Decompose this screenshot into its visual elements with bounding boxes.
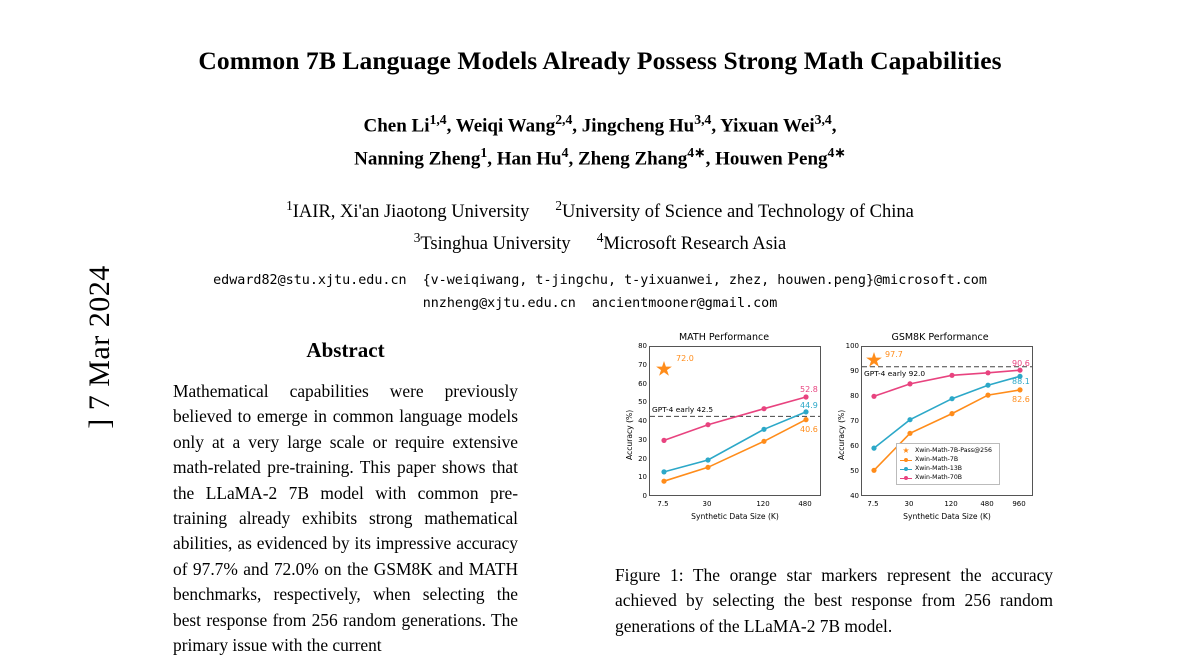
chart-math-star-label: 72.0 (676, 354, 694, 363)
chart-math-svg (650, 347, 820, 495)
chart-gsm8k-ytick-70: 70 (850, 417, 859, 425)
chart-math-endlabel-7b: 40.6 (800, 425, 818, 434)
legend-label-70b: Xwin-Math-70B (915, 474, 963, 481)
figure-1 (615, 330, 1047, 545)
chart-math-ytick-50: 50 (638, 398, 647, 407)
chart-math-ytick-20: 20 (638, 454, 647, 463)
legend-label-7b: Xwin-Math-7B (915, 456, 959, 463)
chart-math-xtick-7.5: 7.5 (657, 500, 669, 508)
legend-item-pass256 (900, 446, 996, 455)
chart-math-ytick-10: 10 (638, 473, 647, 482)
two-column-body (95, 330, 1105, 656)
author-list (95, 106, 1105, 173)
chart-gsm8k-ytick-80: 80 (850, 392, 859, 400)
chart-math-performance (615, 330, 833, 545)
chart-gsm8k-xaxis-label: Synthetic Data Size (K) (903, 512, 991, 521)
chart-gsm8k-ytick-50: 50 (850, 467, 859, 475)
line-marker-icon-orange (900, 455, 912, 464)
chart-gsm8k-xtick-7.5: 7.5 (867, 500, 879, 508)
contact-emails (95, 269, 1105, 315)
chart-gsm8k-performance (833, 330, 1047, 545)
chart-math-endlabel-70b: 52.8 (800, 385, 818, 394)
email-ancientmooner: ancientmooner@gmail.com (591, 295, 778, 311)
legend-item-70b (900, 473, 996, 482)
chart-math-xtick-120: 120 (756, 500, 770, 508)
arxiv-vertical-stamp: ] 7 Mar 2024 (83, 265, 116, 429)
chart-gsm8k-gpt4-label: GPT-4 early 92.0 (864, 369, 926, 378)
chart-gsm8k-star-label: 97.7 (885, 350, 903, 359)
paper-page (95, 0, 1105, 656)
abstract-text: Mathematical capabilities were previously believed to emerge in common language models only at a very large scale or require extensive math-related pre-training. This paper shows that the LLaMA-2 7B model with common pre-training already exhibits strong mathematical abilities, as evidenced by its impressive accuracy of 97.7% and 72.0% on the GSM8K and MATH benchmarks, respectively, when selecting the best response from 256 random generations. The primary issue with the current (173, 381, 518, 656)
chart-gsm8k-xtick-120: 120 (944, 500, 958, 508)
affiliation-line-1: $^1$IAIR, Xi'an Jiaotong University $^2$University of Science and Technology of China (286, 197, 914, 222)
chart-gsm8k-xtick-30: 30 (904, 500, 914, 508)
legend-label-pass256: Xwin-Math-7B-Pass@256 (915, 447, 992, 454)
email-nnzheng: nnzheng@xjtu.edu.cn (422, 295, 576, 311)
star-icon: ★ (902, 446, 910, 455)
affiliations (95, 193, 1105, 257)
chart-math-ytick-40: 40 (638, 417, 647, 425)
chart-math-plot-area (649, 346, 821, 496)
chart-math-xaxis-label: Synthetic Data Size (K) (691, 512, 779, 521)
line-marker-icon-pink (900, 473, 912, 482)
chart-gsm8k-title: GSM8K Performance (891, 332, 989, 343)
chart-math-ytick-80: 80 (638, 342, 647, 350)
email-line-1 (95, 269, 1105, 292)
chart-gsm8k-endlabel-13b: 88.1 (1012, 377, 1030, 386)
left-column (173, 330, 518, 658)
chart-gsm8k-plot-area (861, 346, 1033, 496)
email-group-microsoft: {v-weiqiwang, t-jingchu, t-yixuanwei, zhez, houwen.peng}@microsoft.com (422, 272, 987, 288)
author-line-2: Nanning Zheng$^1$, Han Hu$^4$, Zheng Zhang$^{4∗}$, Houwen Peng$^{4∗}$ (354, 145, 846, 170)
chart-math-ytick-30: 30 (638, 435, 647, 444)
chart-gsm8k-ytick-60: 60 (850, 442, 859, 450)
affiliation-line-2: $^3$Tsinghua University $^4$Microsoft Research Asia (413, 229, 787, 254)
chart-math-title: MATH Performance (678, 332, 770, 343)
abstract-heading: Abstract (306, 338, 385, 362)
legend-item-13b (900, 464, 996, 473)
author-line-1: Chen Li$^{1,4}$, Weiqi Wang$^{2,4}$, Jingcheng Hu$^{3,4}$, Yixuan Wei$^{3,4}$, (363, 112, 837, 137)
chart-gsm8k-ytick-90: 90 (850, 367, 859, 375)
chart-math-gpt4-label: GPT-4 early 42.5 (652, 405, 714, 414)
chart-math-xtick-480: 480 (798, 500, 812, 508)
chart-gsm8k-legend (896, 443, 1000, 485)
chart-gsm8k-ytick-100: 100 (845, 342, 859, 350)
chart-math-xtick-30: 30 (702, 500, 712, 508)
email-line-2 (95, 292, 1105, 315)
legend-item-7b (900, 455, 996, 464)
right-column (615, 330, 1055, 636)
email-primary: edward82@stu.xjtu.edu.cn (213, 272, 407, 288)
chart-math-ytick-70: 70 (638, 360, 647, 369)
chart-gsm8k-yaxis-label: Accuracy (%) (837, 409, 846, 460)
chart-gsm8k-endlabel-7b: 82.6 (1012, 395, 1030, 404)
chart-gsm8k-ytick-40: 40 (850, 492, 859, 500)
chart-gsm8k-xtick-480: 480 (980, 500, 994, 508)
chart-math-yaxis-label: Accuracy (%) (625, 409, 634, 460)
chart-math-ytick-60: 60 (638, 379, 647, 388)
legend-label-13b: Xwin-Math-13B (915, 465, 963, 472)
line-marker-icon-blue (900, 464, 912, 473)
page-title: Common 7B Language Models Already Possess Strong Math Capabilities (198, 46, 1002, 75)
chart-math-endlabel-13b: 44.9 (800, 401, 818, 410)
chart-gsm8k-xtick-960: 960 (1012, 500, 1026, 508)
figure-caption: Figure 1: The orange star markers represent the accuracy achieved by selecting the best response from 256 random generations of the LLaMA-2 7B model. (615, 565, 1053, 636)
chart-math-ytick-0: 0 (642, 492, 647, 500)
chart-gsm8k-endlabel-70b: 90.6 (1012, 359, 1030, 368)
